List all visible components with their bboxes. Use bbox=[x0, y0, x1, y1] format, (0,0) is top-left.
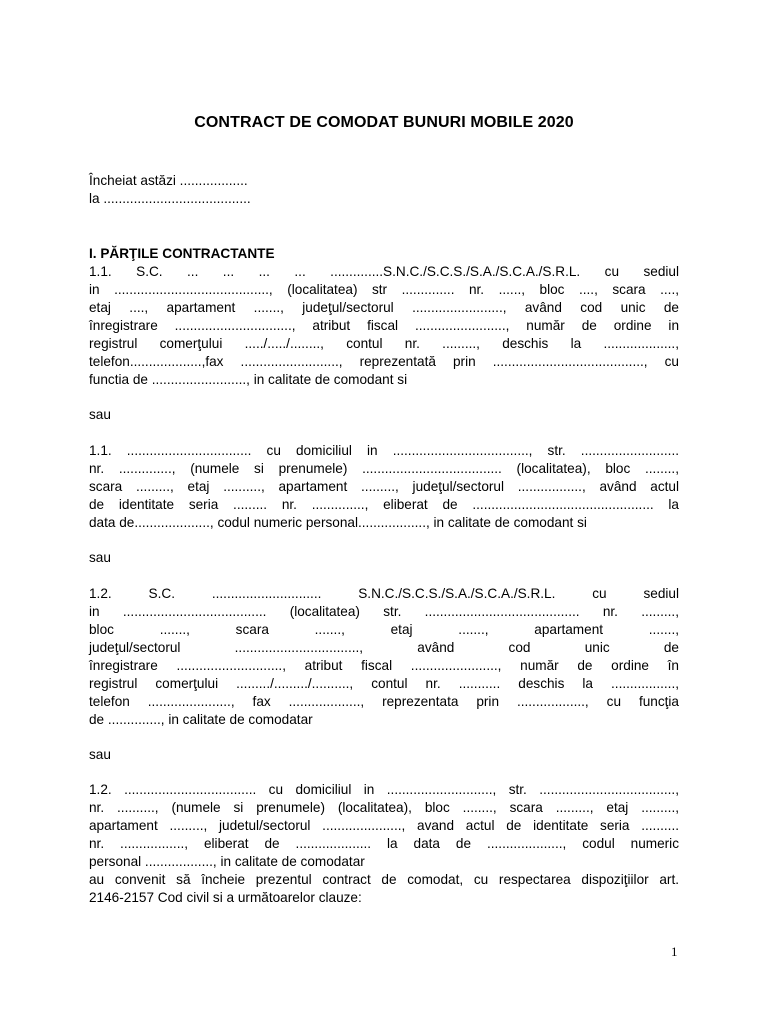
paragraph-line: nr. ................., eliberat de .................... la data de ...................., codul numeric bbox=[89, 836, 679, 851]
or-separator bbox=[89, 406, 679, 424]
paragraph-line: telefon...................,fax .........................., reprezentată prin ........................................, cu bbox=[89, 354, 679, 369]
parties-section bbox=[89, 245, 679, 263]
paragraph-line: judeţul/sectorul ................................., având cod unic de bbox=[89, 640, 679, 655]
or-separator bbox=[89, 746, 679, 764]
or-text: sau bbox=[89, 550, 111, 565]
closing-paragraph bbox=[89, 871, 679, 907]
party2-company-paragraph bbox=[89, 585, 679, 729]
paragraph-line: de identitate seria ......... nr. .............., eliberat de ................................................ la bbox=[89, 497, 679, 512]
page-number: 1 bbox=[671, 944, 678, 959]
paragraph-line: au convenit să încheie prezentul contract de comodat, cu respectarea dispoziţiilor art. bbox=[89, 872, 679, 887]
contract-date-place bbox=[89, 172, 679, 208]
paragraph-line: înregistrare ............................, atribut fiscal ......................., număr de ordine în bbox=[89, 658, 679, 673]
paragraph-line: telefon ......................, fax ..................., reprezentata prin .................., cu funcţia bbox=[89, 694, 679, 709]
place-line: la ....................................... bbox=[89, 191, 251, 206]
paragraph-line: nr. .............., (numele si prenumele) ..................................... (localitatea), bloc ........, bbox=[89, 461, 679, 476]
date-line: Încheiat astăzi .................. bbox=[89, 173, 248, 188]
paragraph-line: bloc ......., scara ......., etaj ......., apartament ......., bbox=[89, 622, 679, 637]
paragraph-line: registrul comerţului ........./........./.........., contul nr. ........... deschis la ................., bbox=[89, 676, 679, 691]
or-text: sau bbox=[89, 747, 111, 762]
paragraph-line: in ...................................... (localitatea) str. ......................................... nr. ........., bbox=[89, 604, 679, 619]
party1-company-paragraph bbox=[89, 263, 679, 389]
paragraph-line: registrul comerţului ...../...../........, contul nr. ........., deschis la ..................., bbox=[89, 336, 679, 351]
paragraph-line: personal .................., in calitate de comodatar bbox=[89, 854, 365, 869]
section-heading: I. PĂRŢILE CONTRACTANTE bbox=[89, 246, 275, 261]
paragraph-line: 1.1. ................................. cu domiciliul in ...................................., str. .......................... bbox=[89, 443, 679, 458]
paragraph-line: apartament ........., judetul/sectorul ....................., avand actul de identitate seria .......... bbox=[89, 818, 679, 833]
paragraph-line: data de...................., codul numeric personal.................., in calitate de comodant si bbox=[89, 515, 587, 530]
paragraph-line: 1.2. S.C. ............................. S.N.C./S.C.S./S.A./S.C.A./S.R.L. cu sediul bbox=[89, 586, 679, 601]
or-separator bbox=[89, 549, 679, 567]
paragraph-line: de .............., in calitate de comodatar bbox=[89, 712, 313, 727]
party1-person-paragraph bbox=[89, 442, 679, 532]
paragraph-line: 1.2. ................................... cu domiciliul in ............................, str. ...................................., bbox=[89, 782, 679, 797]
paragraph-line: etaj ...., apartament ......., judeţul/sectorul ........................, având cod unic de bbox=[89, 300, 679, 315]
party2-person-paragraph bbox=[89, 781, 679, 871]
paragraph-line: înregistrare ..............................., atribut fiscal ........................, număr de ordine in bbox=[89, 318, 679, 333]
document-title: CONTRACT DE COMODAT BUNURI MOBILE 2020 bbox=[194, 114, 574, 131]
paragraph-line: nr. .........., (numele si prenumele) (localitatea), bloc ........, scara ........., etaj ........., bbox=[89, 800, 679, 815]
paragraph-line: 1.1. S.C. ... ... ... ... ..............S.N.C./S.C.S./S.A./S.C.A./S.R.L. cu sediul bbox=[89, 264, 679, 279]
paragraph-line: functia de ........................., in calitate de comodant si bbox=[89, 372, 408, 387]
paragraph-line: 2146-2157 Cod civil si a următoarelor clauze: bbox=[89, 890, 362, 905]
paragraph-line: scara ........., etaj .........., apartament ........., judeţul/sectorul ................., având actul bbox=[89, 479, 679, 494]
paragraph-line: in ........................................., (localitatea) str .............. nr. ......, bloc ...., scara ...., bbox=[89, 282, 679, 297]
or-text: sau bbox=[89, 407, 111, 422]
